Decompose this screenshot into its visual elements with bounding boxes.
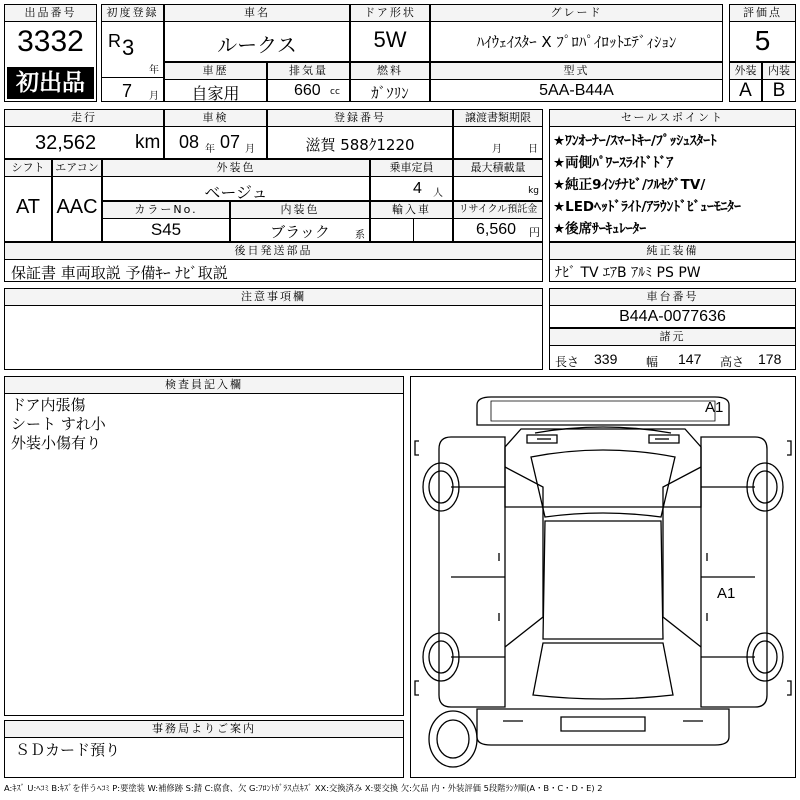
- color-no-value: S45: [150, 220, 182, 239]
- color-no-label: カラーNo.: [103, 202, 229, 219]
- door-value: 5W: [373, 27, 407, 52]
- damage-mark-side: A1: [717, 585, 736, 602]
- model-block: [430, 62, 723, 102]
- reg-label: 登録番号: [268, 110, 452, 127]
- equipment-label: 純正装備: [550, 243, 795, 260]
- sales-point: ★ﾜﾝｵｰﾅｰ/ｽﾏｰﾄｷｰ/ﾌﾟｯｼｭｽﾀｰﾄ: [553, 133, 717, 149]
- exterior-grade: A: [739, 80, 752, 101]
- damage-diagram: [410, 376, 796, 778]
- height-value: 178: [758, 351, 782, 367]
- sales-label: セールスポイント: [550, 110, 795, 127]
- sales-points-block: [549, 109, 796, 242]
- width-value: 147: [678, 351, 702, 367]
- grade-value: ﾊｲｳｪｲｽﾀｰ X ﾌﾟﾛﾊﾟｲﾛｯﾄｴﾃﾞｨｼｮﾝ: [476, 33, 677, 51]
- dims-block: [549, 328, 796, 370]
- ac-value: AAC: [56, 196, 98, 218]
- later-parts-block: [4, 242, 543, 282]
- model-label: 型式: [431, 63, 722, 80]
- capacity-value: 4: [413, 180, 422, 197]
- history-block: [164, 62, 267, 102]
- reg-block: [267, 109, 453, 159]
- load-unit: kg: [528, 186, 539, 196]
- car-name-label: 車名: [165, 5, 349, 22]
- cc-unit: cc: [330, 87, 340, 97]
- sales-point: ★純正9ｲﾝﾁﾅﾋﾞ/ﾌﾙｾｸﾞTV/: [553, 177, 706, 193]
- chassis-value: B44A-0077636: [619, 308, 726, 325]
- car-outline-diagram: [411, 377, 795, 777]
- fuel-value: ｶﾞｿﾘﾝ: [371, 84, 409, 102]
- displacement-value: 660: [294, 82, 321, 99]
- damage-mark-front: A1: [705, 399, 724, 416]
- office-value: ＳＤカード預り: [15, 741, 121, 759]
- first-reg-month: 7: [122, 81, 133, 101]
- interior-label: 内装: [763, 63, 795, 80]
- sales-point: ★LEDﾍｯﾄﾞﾗｲﾄ/ｱﾗｳﾝﾄﾞﾋﾞｭｰﾓﾆﾀｰ: [553, 199, 741, 215]
- exterior-grade-block: [729, 62, 762, 102]
- era-year: 3: [122, 35, 135, 60]
- grade-block: [430, 4, 723, 62]
- ac-label: エアコン: [53, 160, 101, 177]
- car-name: ルークス: [217, 33, 297, 57]
- load-block: [453, 159, 543, 201]
- score-label: 評価点: [730, 5, 795, 22]
- ext-color-value: ベージュ: [204, 183, 268, 202]
- int-color-value: ブラック: [270, 223, 330, 241]
- interior-grade-block: [762, 62, 796, 102]
- car-name-block: [164, 4, 350, 62]
- import-block: [370, 201, 453, 242]
- transfer-month-unit: 月: [492, 144, 502, 155]
- int-color-block: [230, 201, 370, 242]
- displacement-block: [267, 62, 350, 102]
- door-block: [350, 4, 430, 62]
- recycle-unit: 円: [529, 226, 540, 239]
- later-parts-value: 保証書 車両取説 予備ｷｰ ﾅﾋﾞ取説: [11, 264, 228, 282]
- insp-month: 07: [220, 132, 241, 152]
- length-label: 長さ: [555, 355, 580, 369]
- mileage-value: 32,562: [35, 132, 97, 154]
- insp-year: 08: [179, 132, 200, 152]
- history-label: 車歴: [165, 63, 266, 80]
- score-block: [729, 4, 796, 62]
- month-unit: 月: [149, 91, 159, 102]
- ac-block: [52, 159, 102, 242]
- capacity-unit: 人: [433, 188, 443, 199]
- capacity-label: 乗車定員: [371, 160, 452, 177]
- legend-footer: A:ｷｽﾞ U:ﾍｺﾐ B:ｷｽﾞを伴うﾍｺﾐ P:要塗装 W:補修跡 S:錆 C:腐食、欠 G:ﾌﾛﾝﾄｶﾞﾗｽ点ｷｽﾞ XX:交換済み X:要交換 欠:欠品 内・外装評価 5段階ﾗﾝｸ順(A・B・C・D・E) 2: [4, 783, 603, 793]
- mileage-block: [4, 109, 164, 159]
- length-value: 339: [594, 351, 618, 367]
- color-no-block: [102, 201, 230, 242]
- km-unit: km: [135, 132, 161, 153]
- era: R: [108, 31, 121, 51]
- insp-month-unit: 月: [245, 144, 255, 155]
- interior-grade: B: [772, 80, 786, 101]
- lot-number: 3332: [17, 25, 84, 58]
- chassis-label: 車台番号: [550, 289, 795, 306]
- mileage-label: 走行: [5, 110, 163, 127]
- later-parts-label: 後日発送部品: [5, 243, 542, 260]
- inspection-label: 車検: [165, 110, 266, 127]
- transfer-label: 譲渡書類期限: [454, 110, 542, 127]
- inspection-block: [164, 109, 267, 159]
- year-unit: 年: [149, 65, 159, 76]
- fuel-label: 燃料: [351, 63, 429, 80]
- notes-block: [4, 288, 543, 370]
- fuel-block: [350, 62, 430, 102]
- model-value: 5AA-B44A: [539, 82, 614, 99]
- ext-color-label: 外装色: [103, 160, 369, 177]
- dims-label: 諸元: [550, 329, 795, 346]
- inspector-label: 検査員記入欄: [5, 377, 403, 394]
- first-reg-label: 初度登録: [102, 5, 163, 22]
- score-value: 5: [754, 25, 771, 56]
- capacity-block: [370, 159, 453, 201]
- reg-number: 滋賀 588ｸ1220: [305, 136, 415, 154]
- height-label: 高さ: [720, 355, 745, 369]
- shift-value: AT: [15, 196, 41, 218]
- inspector-note: ドア内張傷: [11, 396, 86, 414]
- width-label: 幅: [646, 355, 659, 369]
- first-listing-badge: 初出品: [7, 67, 94, 99]
- sales-point: ★後席ｻｰｷｭﾚｰﾀｰ: [553, 221, 647, 237]
- grade-label: グレード: [431, 5, 722, 22]
- office-block: [4, 720, 404, 778]
- recycle-value: 6,560: [476, 221, 517, 238]
- inspector-block: [4, 376, 404, 716]
- recycle-block: [453, 201, 543, 242]
- ext-color-block: [102, 159, 370, 201]
- sales-point: ★両側ﾊﾟﾜｰｽﾗｲﾄﾞﾄﾞｱ: [553, 155, 674, 171]
- import-label: 輸入車: [371, 202, 452, 219]
- recycle-label: リサイクル預託金: [454, 202, 542, 219]
- shift-label: シフト: [5, 160, 51, 177]
- equipment-block: [549, 242, 796, 282]
- chassis-block: [549, 288, 796, 328]
- inspector-note: 外装小傷有り: [11, 434, 102, 452]
- transfer-block: [453, 109, 543, 159]
- door-label: ドア形状: [351, 5, 429, 22]
- inspector-note: シート すれ小: [11, 415, 106, 433]
- history-value: 自家用: [191, 84, 240, 103]
- int-color-unit: 系: [355, 230, 365, 241]
- displacement-label: 排気量: [268, 63, 349, 80]
- lot-block: [4, 4, 97, 102]
- shift-block: [4, 159, 52, 242]
- lot-label: 出品番号: [5, 5, 96, 22]
- office-label: 事務局よりご案内: [5, 721, 403, 738]
- int-color-label: 内装色: [231, 202, 369, 219]
- notes-label: 注意事項欄: [5, 289, 542, 306]
- transfer-day-unit: 日: [528, 144, 538, 155]
- load-label: 最大積載量: [454, 160, 542, 177]
- equipment-value: ﾅﾋﾞ TV ｴｱB ｱﾙﾐ PS PW: [555, 265, 701, 281]
- first-reg-block: [101, 4, 164, 102]
- insp-year-unit: 年: [205, 144, 215, 155]
- exterior-label: 外装: [730, 63, 761, 80]
